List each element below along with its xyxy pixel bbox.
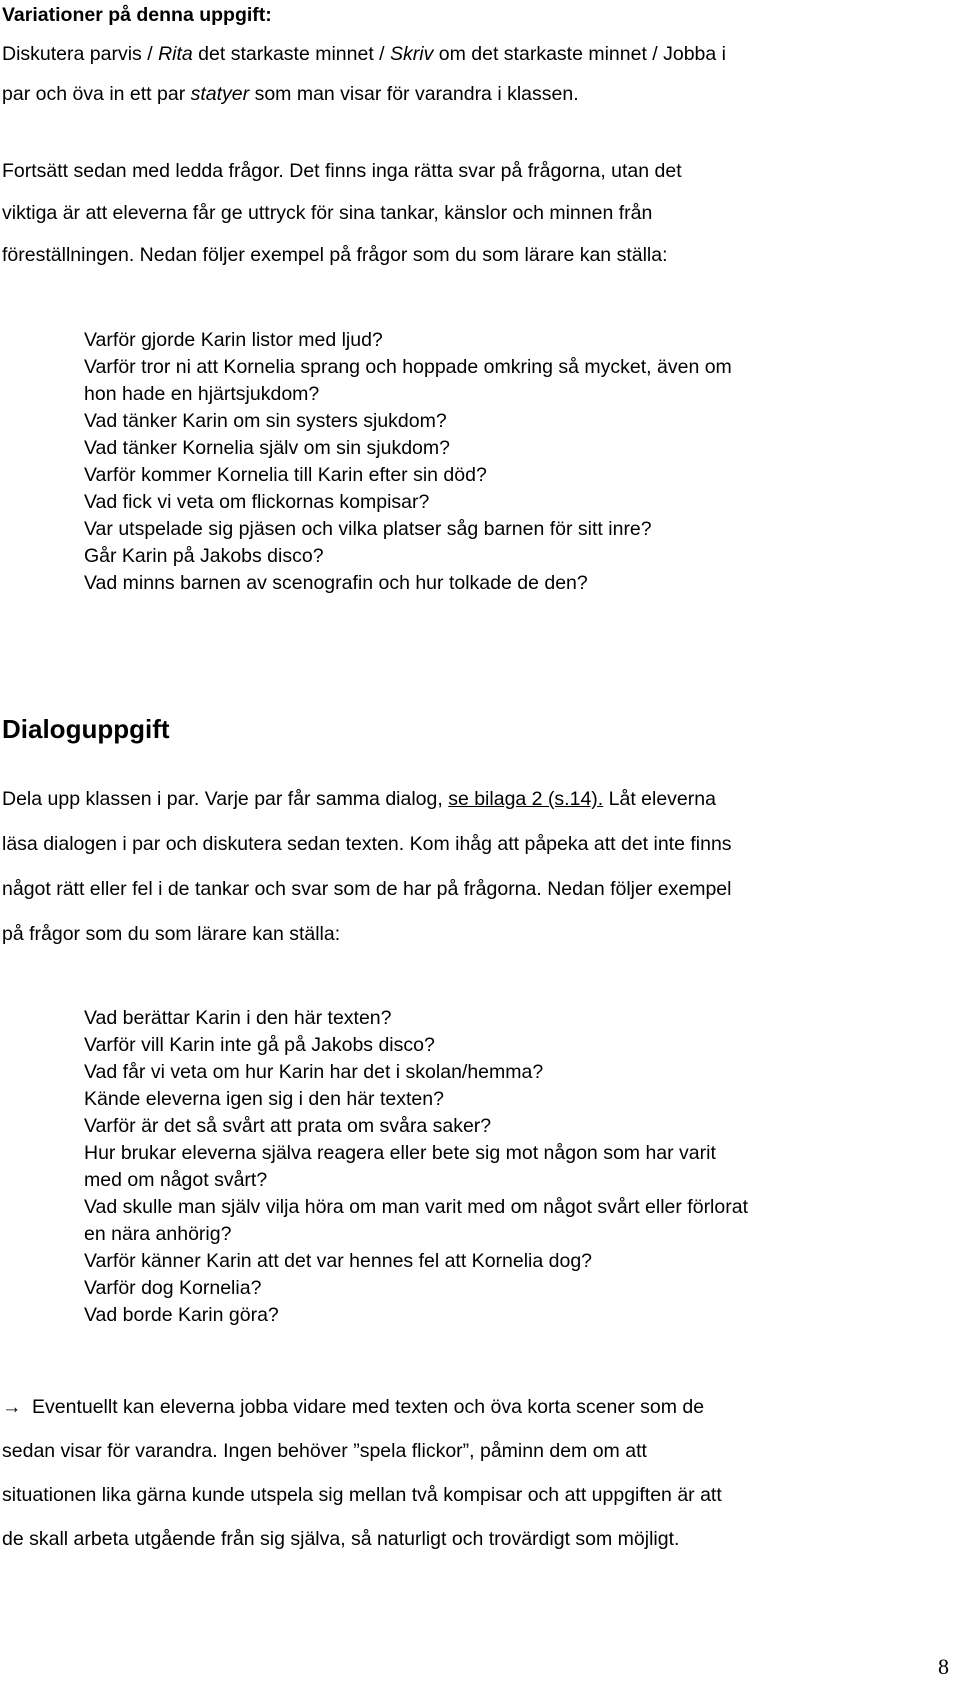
closing-line-2: sedan visar för varandra. Ingen behöver ”spela flickor”, påminn dem om att <box>2 1440 647 1462</box>
intro-line-2: viktiga är att eleverna får ge uttryck för sina tankar, känslor och minnen från <box>2 202 653 224</box>
question-list-2-item: Varför är det så svårt att prata om svåra saker? <box>84 1115 492 1137</box>
question-list-1-item: Varför gjorde Karin listor med ljud? <box>84 329 383 351</box>
question-list-2-item: Varför dog Kornelia? <box>84 1277 262 1299</box>
closing-line-4: de skall arbeta utgående från sig själva, så naturligt och trovärdigt som möjligt. <box>2 1528 680 1550</box>
closing-line-1-text: Eventuellt kan eleverna jobba vidare med texten och öva korta scener som de <box>32 1396 705 1418</box>
variations-line-2-part-a: par och öva in ett par <box>2 83 191 105</box>
question-list-2-item: Varför vill Karin inte gå på Jakobs disco? <box>84 1034 435 1056</box>
intro-line-1: Fortsätt sedan med ledda frågor. Det finns inga rätta svar på frågorna, utan det <box>2 160 682 182</box>
question-list-2-item: Hur brukar eleverna själva reagera eller bete sig mot någon som har varit <box>84 1142 716 1164</box>
dialog-line-4: på frågor som du som lärare kan ställa: <box>2 923 341 945</box>
dialog-heading: Dialoguppgift <box>2 714 170 744</box>
variations-line-1-part-c: det starkaste minnet / <box>192 43 391 65</box>
question-list-1-item: Vad minns barnen av scenografin och hur tolkade de den? <box>84 572 588 594</box>
dialog-line-2: läsa dialogen i par och diskutera sedan texten. Kom ihåg att påpeka att det inte finns <box>2 833 732 855</box>
question-list-2-item: en nära anhörig? <box>84 1223 232 1245</box>
question-list-2-item: Vad berättar Karin i den här texten? <box>84 1007 392 1029</box>
question-list-2-item: Vad borde Karin göra? <box>84 1304 279 1326</box>
page-number: 8 <box>938 1654 949 1679</box>
appendix-link[interactable]: se bilaga 2 (s.14). <box>448 788 604 810</box>
question-list-1-item: Vad tänker Karin om sin systers sjukdom? <box>84 410 447 432</box>
question-list-1-item: Vad fick vi veta om flickornas kompisar? <box>84 491 430 513</box>
dialog-line-1 <box>2 778 716 820</box>
dialog-line-1-part-a: Dela upp klassen i par. Varje par får samma dialog, <box>2 788 449 810</box>
question-list-1-item: hon hade en hjärtsjukdom? <box>84 383 320 405</box>
question-list-1-item: Var utspelade sig pjäsen och vilka platser såg barnen för sitt inre? <box>84 518 652 540</box>
question-list-2-item: Vad skulle man själv vilja höra om man varit med om något svårt eller förlorat <box>84 1196 748 1218</box>
variations-line-1-part-a: Diskutera parvis / <box>2 43 159 65</box>
closing-line-3: situationen lika gärna kunde utspela sig mellan två kompisar och att uppgiften är att <box>2 1484 722 1506</box>
intro-line-3: föreställningen. Nedan följer exempel på frågor som du som lärare kan ställa: <box>2 244 668 266</box>
variations-draw-word: Rita <box>158 43 193 65</box>
variations-statues-word: statyer <box>190 83 250 105</box>
variations-line-2 <box>2 76 579 112</box>
question-list-2-item: med om något svårt? <box>84 1169 268 1191</box>
question-list-2-item: Vad får vi veta om hur Karin har det i skolan/hemma? <box>84 1061 544 1083</box>
closing-line-1 <box>2 1386 704 1428</box>
variations-line-1-part-e: om det starkaste minnet / Jobba i <box>433 43 727 65</box>
arrow-icon: → <box>2 1396 22 1418</box>
question-list-2-item: Kände eleverna igen sig i den här texten? <box>84 1088 444 1110</box>
dialog-line-1-part-b: Låt eleverna <box>603 788 716 810</box>
variations-line-1 <box>2 36 726 72</box>
question-list-1-item: Varför kommer Kornelia till Karin efter sin död? <box>84 464 487 486</box>
question-list-1-item: Vad tänker Kornelia själv om sin sjukdom? <box>84 437 450 459</box>
variations-heading: Variationer på denna uppgift: <box>2 4 272 26</box>
question-list-1-item: Varför tror ni att Kornelia sprang och hoppade omkring så mycket, även om <box>84 356 732 378</box>
dialog-line-3: något rätt eller fel i de tankar och svar som de har på frågorna. Nedan följer exempel <box>2 878 732 900</box>
variations-line-2-part-c: som man visar för varandra i klassen. <box>249 83 579 105</box>
question-list-2-item: Varför känner Karin att det var hennes fel att Kornelia dog? <box>84 1250 593 1272</box>
variations-write-word: Skriv <box>390 43 434 65</box>
question-list-1-item: Går Karin på Jakobs disco? <box>84 545 324 567</box>
